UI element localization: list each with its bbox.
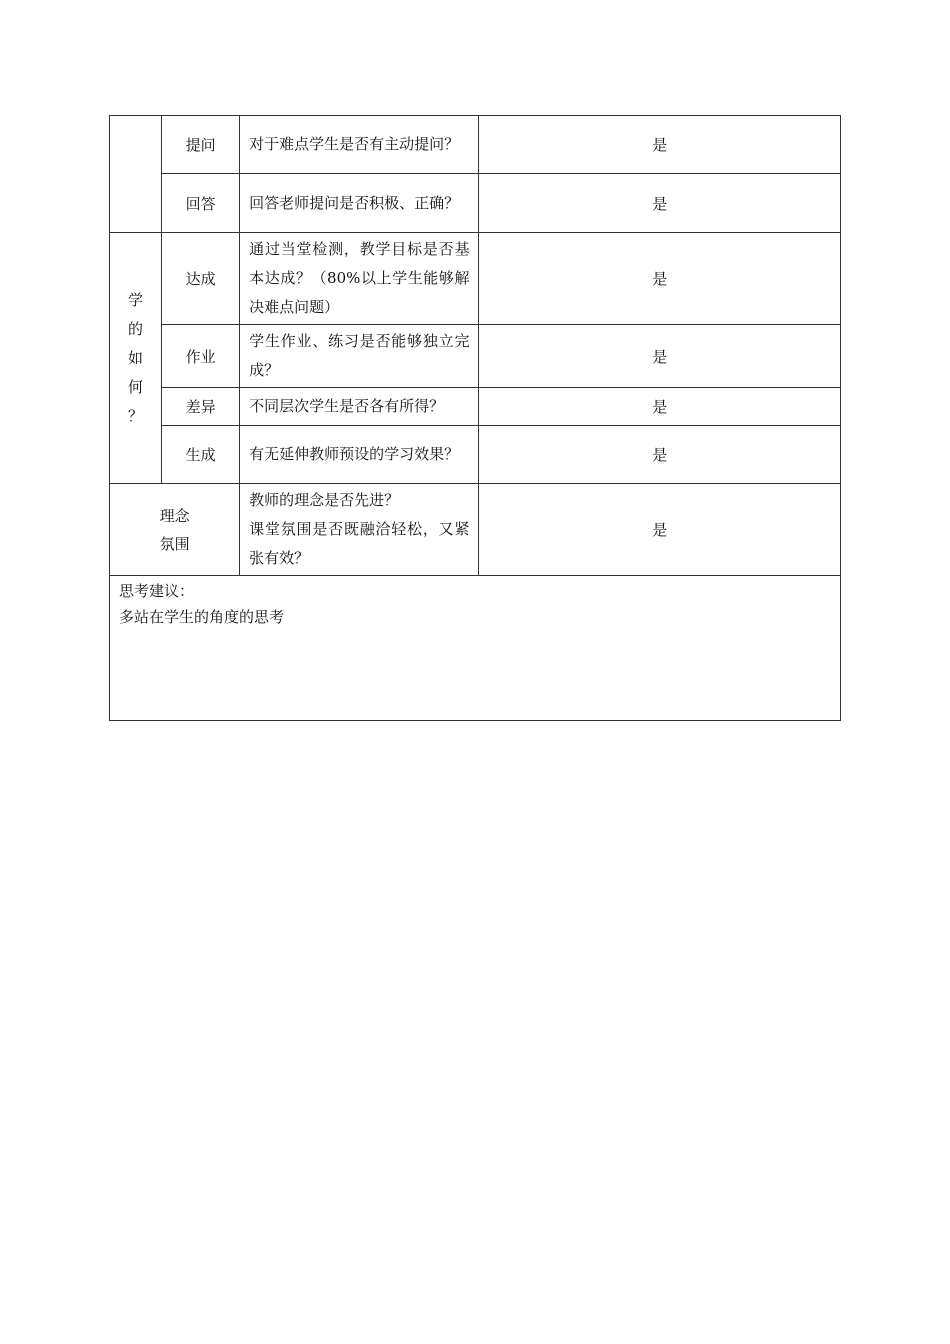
row-answer: 是 — [479, 174, 841, 233]
philosophy-answer: 是 — [479, 484, 841, 576]
table-row — [110, 233, 841, 325]
table-row — [110, 484, 841, 576]
row-label: 作业 — [162, 325, 240, 388]
philosophy-question — [240, 484, 479, 576]
row-question: 有无延伸教师预设的学习效果？ — [240, 426, 479, 484]
row-label: 回答 — [162, 174, 240, 233]
group-label-char: ？ — [128, 406, 144, 425]
group-label-char: 的 — [128, 319, 144, 338]
row-label: 提问 — [162, 116, 240, 174]
row-question: 回答老师提问是否积极、正确？ — [240, 174, 479, 233]
philosophy-label-line: 理念 — [159, 506, 190, 525]
row-answer: 是 — [479, 388, 841, 426]
row-answer: 是 — [479, 325, 841, 388]
row-label: 生成 — [162, 426, 240, 484]
table-row — [110, 576, 841, 721]
philosophy-label — [110, 484, 240, 576]
row-label: 差异 — [162, 388, 240, 426]
suggestions-heading: 思考建议： — [119, 582, 195, 600]
row-answer: 是 — [479, 233, 841, 325]
group-label-char: 何 — [128, 377, 144, 396]
table-row — [110, 116, 841, 174]
row-question: 通过当堂检测，教学目标是否基本达成？（80%以上学生能够解决难点问题） — [240, 233, 479, 325]
row-question: 对于难点学生是否有主动提问？ — [240, 116, 479, 174]
suggestions-cell — [110, 576, 841, 721]
table-row — [110, 388, 841, 426]
table-row — [110, 426, 841, 484]
group-label-char: 如 — [128, 348, 144, 367]
row-answer: 是 — [479, 116, 841, 174]
philosophy-label-line: 氛围 — [159, 534, 190, 553]
row-question: 不同层次学生是否各有所得？ — [240, 388, 479, 426]
philosophy-question-line: 课堂氛围是否既融洽轻松，又紧张有效？ — [249, 520, 470, 567]
table-row — [110, 174, 841, 233]
group-cell-empty — [110, 116, 162, 233]
table-row — [110, 325, 841, 388]
row-question: 学生作业、练习是否能够独立完成？ — [240, 325, 479, 388]
group-label-char: 学 — [128, 290, 144, 309]
row-answer: 是 — [479, 426, 841, 484]
row-label: 达成 — [162, 233, 240, 325]
philosophy-question-line: 教师的理念是否先进？ — [249, 491, 400, 509]
group-label — [110, 233, 162, 484]
suggestions-text: 多站在学生的角度的思考 — [119, 608, 285, 626]
evaluation-table — [109, 115, 841, 721]
